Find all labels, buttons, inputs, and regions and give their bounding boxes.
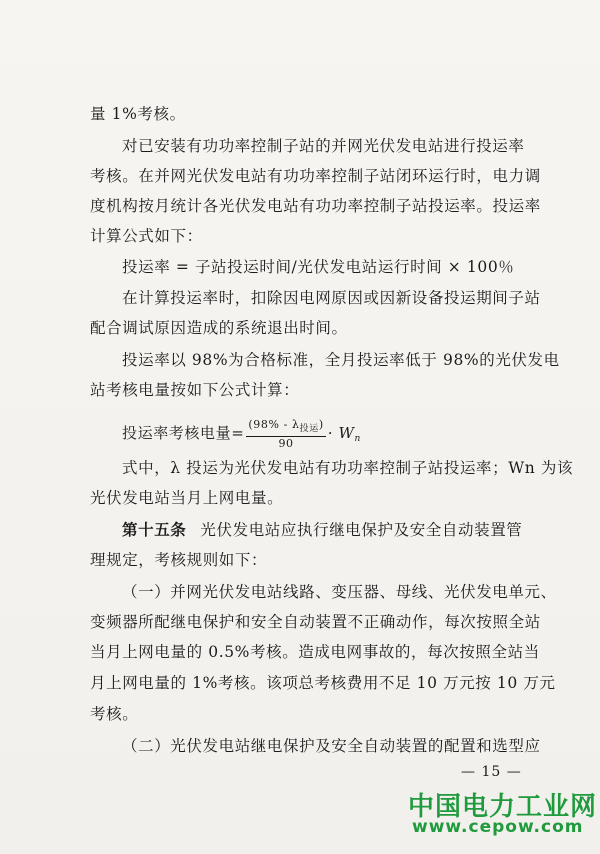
text-line: 计算公式如下： (90, 227, 203, 245)
text-line: （二）光伏发电站继电保护及安全自动装置的配置和选型应 (122, 737, 541, 755)
text-line: 光伏发电站当月上网电量。 (90, 489, 284, 507)
text-line: 对已安装有功功率控制子站的并网光伏发电站进行投运率 (122, 137, 525, 155)
text-line: 式中，λ 投运为光伏发电站有功功率控制子站投运率；Wn 为该 (122, 459, 574, 477)
formula-fraction (246, 418, 325, 450)
article-text: 光伏发电站应执行继电保护及安全自动装置管 (200, 521, 523, 539)
text-line: 考核。在并网光伏发电站有功功率控制子站闭环运行时，电力调 (90, 167, 541, 185)
article-line (122, 520, 522, 540)
formula-tail-sub: n (354, 434, 361, 444)
assessment-formula (122, 418, 361, 450)
formula-tail: · W (327, 424, 355, 442)
watermark-site-name: 中国电力工业网 (408, 792, 598, 822)
text-line: 配合调试原因造成的系统退出时间。 (90, 319, 348, 337)
formula-label: 投运率考核电量= (122, 424, 245, 442)
text-line: 投运率以 98%为合格标准，全月投运率低于 98%的光伏发电 (122, 351, 560, 369)
formula-denominator: 90 (278, 437, 294, 450)
formula-line: 投运率 = 子站投运时间/光伏发电站运行时间 × 100％ (122, 258, 515, 276)
page-number: — 15 — (461, 764, 522, 780)
formula-numerator: $(98\% - \lambda_{投运})$ (246, 418, 325, 437)
text-line: 当月上网电量的 0.5%考核。造成电网事故的，每次按照全站当 (90, 643, 540, 661)
article-heading: 第十五条 (122, 520, 187, 539)
text-line: （一）并网光伏发电站线路、变压器、母线、光伏发电单元、 (122, 583, 557, 601)
text-line: 站考核电量按如下公式计算： (90, 381, 300, 399)
text-line: 考核。 (90, 705, 139, 723)
text-line: 在计算投运率时，扣除因电网原因或因新设备投运期间子站 (122, 289, 541, 307)
text-line: 理规定，考核规则如下： (90, 551, 268, 569)
text-line: 度机构按月统计各光伏发电站有功功率控制子站投运率。投运率 (90, 197, 541, 215)
text-line: 变频器所配继电保护和安全自动装置不正确动作，每次按照全站 (90, 613, 541, 631)
text-line: 月上网电量的 1%考核。该项总考核费用不足 10 万元按 10 万元 (90, 674, 556, 692)
text-line: 量 1%考核。 (90, 105, 186, 123)
watermark-site-url: www.cepow.com (412, 817, 584, 837)
